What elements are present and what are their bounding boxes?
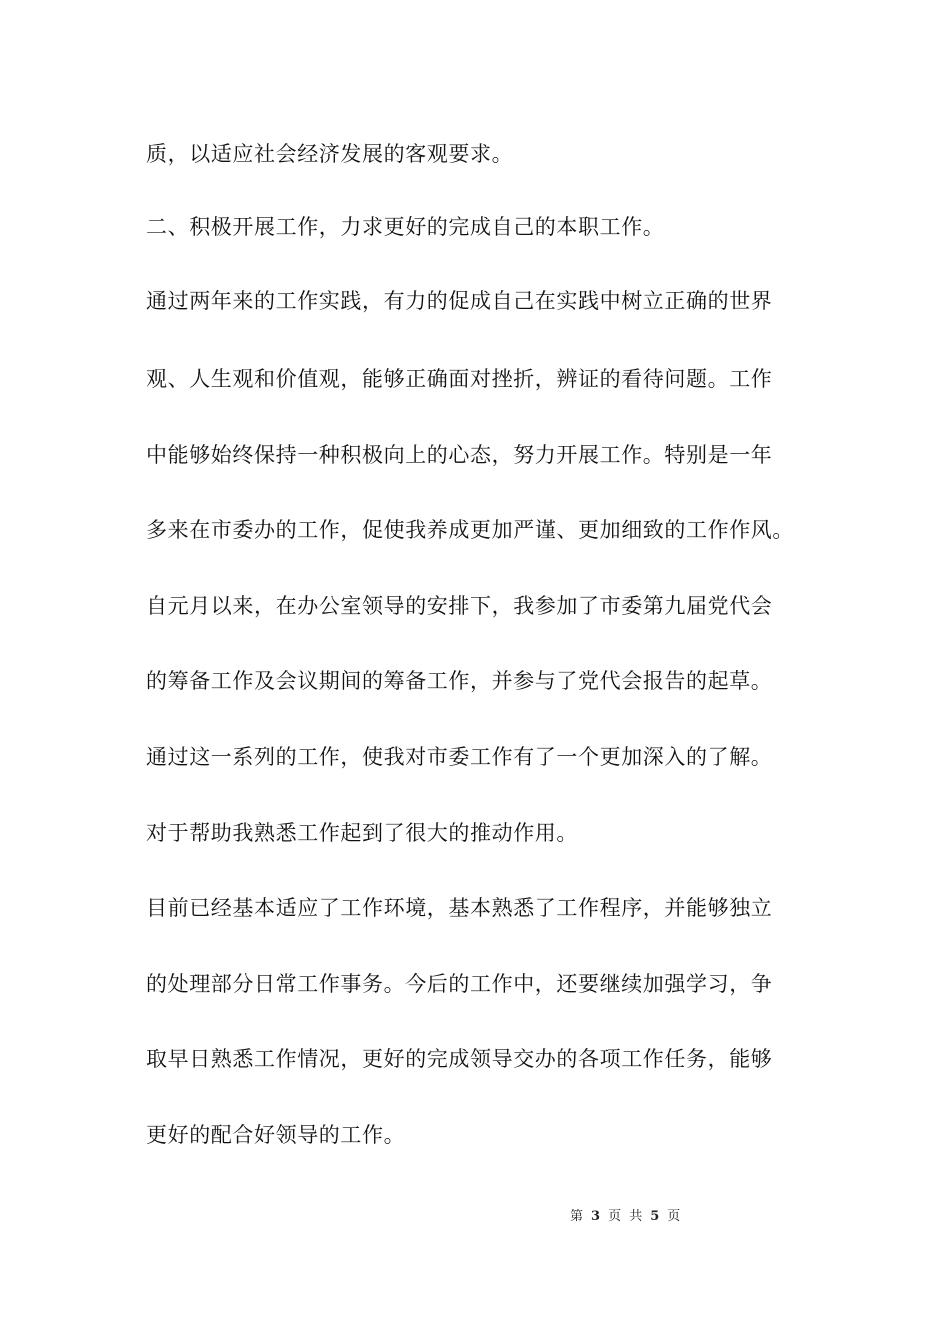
- page-footer: [568, 1208, 682, 1226]
- body-line: 对于帮助我熟悉工作起到了很大的推动作用。: [146, 821, 578, 845]
- body-line: 更好的配合好领导的工作。: [146, 1123, 406, 1147]
- body-line: 中能够始终保持一种积极向上的心态，努力开展工作。特别是一年: [146, 443, 773, 467]
- body-line: 的筹备工作及会议期间的筹备工作，并参与了党代会报告的起草。: [146, 669, 773, 693]
- body-line: 取早日熟悉工作情况，更好的完成领导交办的各项工作任务，能够: [146, 1047, 773, 1071]
- footer-total-word: 共: [629, 1209, 643, 1224]
- footer-page-word-end: 页: [667, 1209, 681, 1224]
- body-line: 质，以适应社会经济发展的客观要求。: [146, 142, 514, 166]
- body-line: 目前已经基本适应了工作环境，基本熟悉了工作程序，并能够独立: [146, 896, 773, 920]
- body-line: 通过这一系列的工作，使我对市委工作有了一个更加深入的了解。: [146, 745, 773, 769]
- body-line: 的处理部分日常工作事务。今后的工作中，还要继续加强学习，争: [146, 972, 773, 996]
- footer-prefix: 第: [570, 1209, 584, 1224]
- footer-page-word: 页: [608, 1209, 622, 1224]
- body-line: 自元月以来，在办公室领导的安排下，我参加了市委第九届党代会: [146, 594, 773, 618]
- body-line: 多来在市委办的工作，促使我养成更加严谨、更加细致的工作作风。: [146, 518, 794, 542]
- body-line: 通过两年来的工作实践，有力的促成自己在实践中树立正确的世界: [146, 289, 773, 313]
- section-heading: 二、积极开展工作，力求更好的完成自己的本职工作。: [146, 215, 665, 239]
- total-pages-number: 5: [650, 1209, 660, 1224]
- body-line: 观、人生观和价值观，能够正确面对挫折，辨证的看待问题。工作: [146, 367, 773, 391]
- current-page-number: 3: [591, 1209, 601, 1224]
